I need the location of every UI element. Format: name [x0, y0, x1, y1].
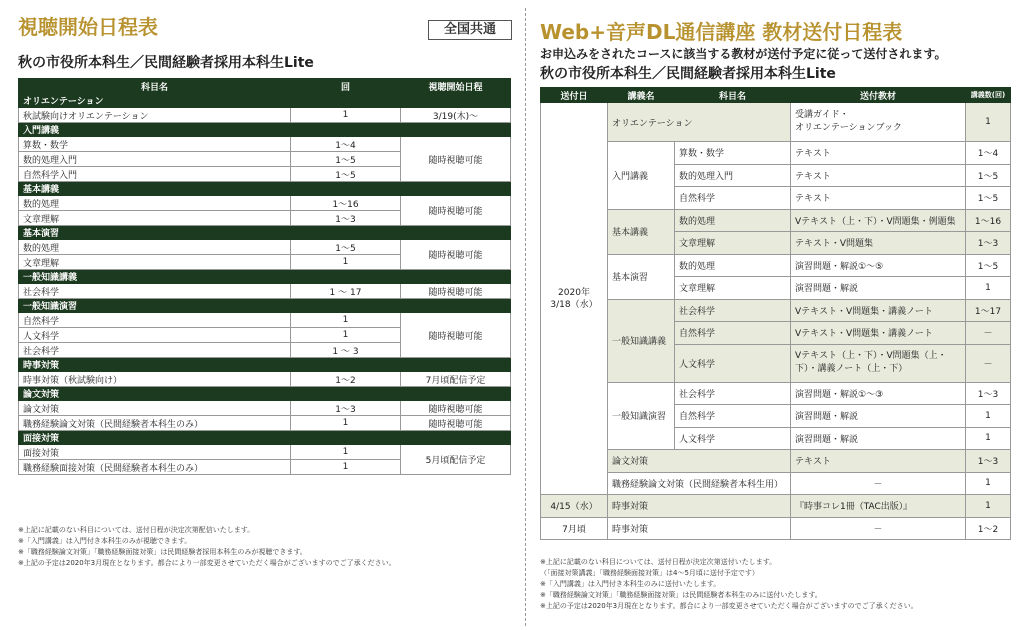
- table-row: [19, 416, 511, 431]
- header-material: 送付教材: [791, 88, 966, 103]
- table-row: [19, 372, 511, 387]
- lecture-count: 1 ～ 3: [291, 343, 401, 358]
- material: Vテキスト・V問題集・講義ノート: [791, 299, 966, 322]
- subject-name: 社会科学: [19, 284, 291, 299]
- ship-date: [541, 103, 608, 495]
- view-schedule: 随時視聴可能: [401, 137, 511, 182]
- subject-name: 数的処理: [19, 196, 291, 211]
- table-row: [19, 431, 511, 445]
- nationwide-badge: 全国共通: [428, 20, 512, 40]
- table-row: [541, 382, 1011, 405]
- left-subtitle: 秋の市役所本科生／民間経験者採用本科生Lite: [18, 55, 314, 71]
- course-name: 論文対策: [608, 450, 791, 473]
- ship-date-line: 2020年: [558, 287, 590, 298]
- ship-date: 4/15（水）: [541, 495, 608, 518]
- course-name: 基本演習: [608, 254, 675, 299]
- table-row: [541, 254, 1011, 277]
- table-row: [19, 299, 511, 313]
- lecture-count: 1～3: [966, 382, 1011, 405]
- lecture-count: 1: [291, 445, 401, 460]
- table-row: [19, 196, 511, 211]
- subject-name: 職務経験論文対策（民間経験者本科生のみ）: [19, 416, 291, 431]
- lecture-count: 1～17: [966, 299, 1011, 322]
- note-line: ※上記に記載のない科目については、送付日程が決定次第送付いたします。: [540, 558, 777, 566]
- table-row: [19, 108, 511, 123]
- subject-name: 人文科学: [675, 344, 791, 382]
- table-row: [541, 517, 1011, 540]
- note-line: ※上記の予定は2020年3月現在となります。都合により一部変更させていただく場合がございますのでご了承ください。: [18, 559, 396, 567]
- section-header: 基本演習: [19, 226, 511, 240]
- lecture-count: 1～3: [966, 232, 1011, 255]
- right-title: Web+音声DL通信講座 教材送付日程表: [540, 20, 903, 44]
- table-row: [541, 450, 1011, 473]
- lecture-count: 1～2: [966, 517, 1011, 540]
- section-header: 基本講義: [19, 182, 511, 196]
- lecture-count: 1: [291, 313, 401, 328]
- course-name: 時事対策: [608, 517, 791, 540]
- lecture-count: 1: [291, 328, 401, 343]
- lecture-count: 1: [291, 460, 401, 475]
- material: 演習問題・解説: [791, 405, 966, 428]
- lecture-count: 1～3: [966, 450, 1011, 473]
- lecture-count: －: [966, 344, 1011, 382]
- note-line: （「面接対策講義」「職務経験面接対策」は4～5月頃に送付予定です）: [540, 569, 759, 577]
- section-header: 時事対策: [19, 358, 511, 372]
- material: テキスト: [791, 450, 966, 473]
- section-header: 一般知識演習: [19, 299, 511, 313]
- table-row: [19, 270, 511, 284]
- view-schedule: 5月頃配信予定: [401, 445, 511, 475]
- material: 演習問題・解説①～③: [791, 382, 966, 405]
- lecture-count: 1: [966, 405, 1011, 428]
- ship-date-line: 3/18（水）: [550, 299, 598, 310]
- subject-name: 自然科学: [675, 405, 791, 428]
- subject-name: 文章理解: [675, 232, 791, 255]
- lecture-count: 1～3: [291, 401, 401, 416]
- subject-name: 自然科学: [19, 313, 291, 328]
- header-course: 講義名: [608, 88, 675, 103]
- view-schedule: 3/19(木)～: [401, 108, 511, 123]
- lecture-count: 1～5: [966, 254, 1011, 277]
- section-header: 入門講義: [19, 123, 511, 137]
- view-schedule: 随時視聴可能: [401, 196, 511, 226]
- header-count: 回: [291, 79, 401, 94]
- subject-name: 人文科学: [19, 328, 291, 343]
- subject-name: 算数・数学: [675, 142, 791, 165]
- header-ship-date: 送付日: [541, 88, 608, 103]
- material: 『時事コレ1冊（TAC出版）』: [791, 495, 966, 518]
- course-name: 時事対策: [608, 495, 791, 518]
- subject-name: 自然科学入門: [19, 167, 291, 182]
- lecture-count: 1～4: [291, 137, 401, 152]
- subject-name: 自然科学: [675, 322, 791, 345]
- column-divider: [525, 8, 526, 626]
- lecture-count: 1～16: [966, 209, 1011, 232]
- subject-name: 数的処理: [19, 240, 291, 255]
- lecture-count: 1 ～ 17: [291, 284, 401, 299]
- view-schedule: 随時視聴可能: [401, 416, 511, 431]
- subject-name: 自然科学: [675, 187, 791, 210]
- table-row: [541, 103, 1011, 142]
- right-subtitle: 秋の市役所本科生／民間経験者採用本科生Lite: [540, 66, 836, 82]
- subject-name: 社会科学: [19, 343, 291, 358]
- material: 演習問題・解説: [791, 277, 966, 300]
- material: テキスト: [791, 142, 966, 165]
- lecture-count: 1～16: [291, 196, 401, 211]
- subject-name: 算数・数学: [19, 137, 291, 152]
- section-header: オリエンテーション: [19, 94, 511, 108]
- view-schedule: 7月頃配信予定: [401, 372, 511, 387]
- table-row: [541, 299, 1011, 322]
- material: テキスト: [791, 164, 966, 187]
- subject-name: 数的処理入門: [19, 152, 291, 167]
- subject-name: 数的処理: [675, 209, 791, 232]
- material: Vテキスト（上・下）・V問題集・例題集: [791, 209, 966, 232]
- view-schedule: 随時視聴可能: [401, 401, 511, 416]
- material-line: オリエンテーションブック: [795, 123, 902, 133]
- table-row: [19, 226, 511, 240]
- lecture-count: 1: [966, 277, 1011, 300]
- table-row: [19, 123, 511, 137]
- lecture-count: 1～3: [291, 211, 401, 226]
- viewing-schedule-table: [18, 78, 511, 475]
- subject-name: 論文対策: [19, 401, 291, 416]
- table-row: [541, 142, 1011, 165]
- subject-name: 社会科学: [675, 382, 791, 405]
- lecture-count: －: [966, 322, 1011, 345]
- material: 演習問題・解説①～⑤: [791, 254, 966, 277]
- table-row: [19, 182, 511, 196]
- lecture-count: 1: [291, 108, 401, 123]
- header-subject: 科目名: [19, 79, 291, 94]
- table-row: [19, 313, 511, 328]
- note-line: ※上記の予定は2020年3月現在となります。都合により一部変更させていただく場合がございますのでご了承ください。: [540, 602, 918, 610]
- subject-name: 職務経験面接対策（民間経験者本科生のみ）: [19, 460, 291, 475]
- note-line: ※「入門講義」は入門付き本科生のみに送付いたします。: [540, 580, 721, 588]
- table-row: [19, 284, 511, 299]
- material: Vテキスト（上・下）・V問題集（上・下）・講義ノート（上・下）: [791, 344, 966, 382]
- lecture-count: 1～4: [966, 142, 1011, 165]
- table-row: [541, 472, 1011, 495]
- subject-name: 数的処理: [675, 254, 791, 277]
- table-row: [19, 94, 511, 108]
- course-name: 一般知識講義: [608, 299, 675, 382]
- lecture-count: 1: [966, 472, 1011, 495]
- section-header: 面接対策: [19, 431, 511, 445]
- note-line: ※「入門講義」は入門付き本科生のみが視聴できます。: [18, 537, 192, 545]
- note-line: ※「職務経験論文対策」「職務経験面接対策」は民間経験者採用本科生のみが視聴できます。: [18, 548, 307, 556]
- table-row: [541, 495, 1011, 518]
- left-title: 視聴開始日程表: [18, 15, 158, 39]
- course-name: オリエンテーション: [608, 103, 791, 142]
- material: －: [791, 472, 966, 495]
- material-shipping-table: [540, 87, 1011, 540]
- header-schedule: 視聴開始日程: [401, 79, 511, 94]
- header-subject: 科目名: [675, 88, 791, 103]
- lecture-count: 1～5: [291, 152, 401, 167]
- table-row: [19, 445, 511, 460]
- lecture-count: 1～5: [291, 240, 401, 255]
- table-row: [19, 137, 511, 152]
- right-notes: [540, 557, 918, 612]
- right-lead: お申込みをされたコースに該当する教材が送付予定に従って送付されます。: [540, 47, 947, 61]
- material: [791, 103, 966, 142]
- material: 演習問題・解説: [791, 427, 966, 450]
- section-header: 一般知識講義: [19, 270, 511, 284]
- subject-name: 時事対策（秋試験向け）: [19, 372, 291, 387]
- lecture-count: 1: [291, 416, 401, 431]
- subject-name: 社会科学: [675, 299, 791, 322]
- view-schedule: 随時視聴可能: [401, 240, 511, 270]
- material: テキスト: [791, 187, 966, 210]
- lecture-count: 1: [291, 255, 401, 270]
- course-name: 基本講義: [608, 209, 675, 254]
- material: Vテキスト・V問題集・講義ノート: [791, 322, 966, 345]
- course-name: 一般知識演習: [608, 382, 675, 450]
- table-row: [19, 387, 511, 401]
- note-line: ※「職務経験論文対策」「職務経験面接対策」は民間経験者本科生のみに送付いたします。: [540, 591, 822, 599]
- table-row: [19, 358, 511, 372]
- subject-name: 面接対策: [19, 445, 291, 460]
- subject-name: 人文科学: [675, 427, 791, 450]
- material: －: [791, 517, 966, 540]
- view-schedule: 随時視聴可能: [401, 313, 511, 358]
- ship-date: 7月頃: [541, 517, 608, 540]
- table-row: [19, 401, 511, 416]
- note-line: ※上記に記載のない科目については、送付日程が決定次第配信いたします。: [18, 526, 255, 534]
- lecture-count: 1～5: [291, 167, 401, 182]
- lecture-count: 1: [966, 103, 1011, 142]
- subject-name: 文章理解: [19, 211, 291, 226]
- lecture-count: 1～5: [966, 164, 1011, 187]
- lecture-count: 1: [966, 427, 1011, 450]
- header-lecture-count: 講義数(回): [966, 88, 1011, 103]
- lecture-count: 1: [966, 495, 1011, 518]
- material: テキスト・V問題集: [791, 232, 966, 255]
- table-row: [541, 209, 1011, 232]
- table-row: [19, 240, 511, 255]
- lecture-count: 1～2: [291, 372, 401, 387]
- subject-name: 秋試験向けオリエンテーション: [19, 108, 291, 123]
- subject-name: 数的処理入門: [675, 164, 791, 187]
- course-name: 職務経験論文対策（民間経験者本科生用）: [608, 472, 791, 495]
- material-line: 受講ガイド・: [795, 110, 849, 120]
- lecture-count: 1～5: [966, 187, 1011, 210]
- left-notes: [18, 525, 396, 569]
- subject-name: 文章理解: [675, 277, 791, 300]
- subject-name: 文章理解: [19, 255, 291, 270]
- section-header: 論文対策: [19, 387, 511, 401]
- view-schedule: 随時視聴可能: [401, 284, 511, 299]
- course-name: 入門講義: [608, 142, 675, 210]
